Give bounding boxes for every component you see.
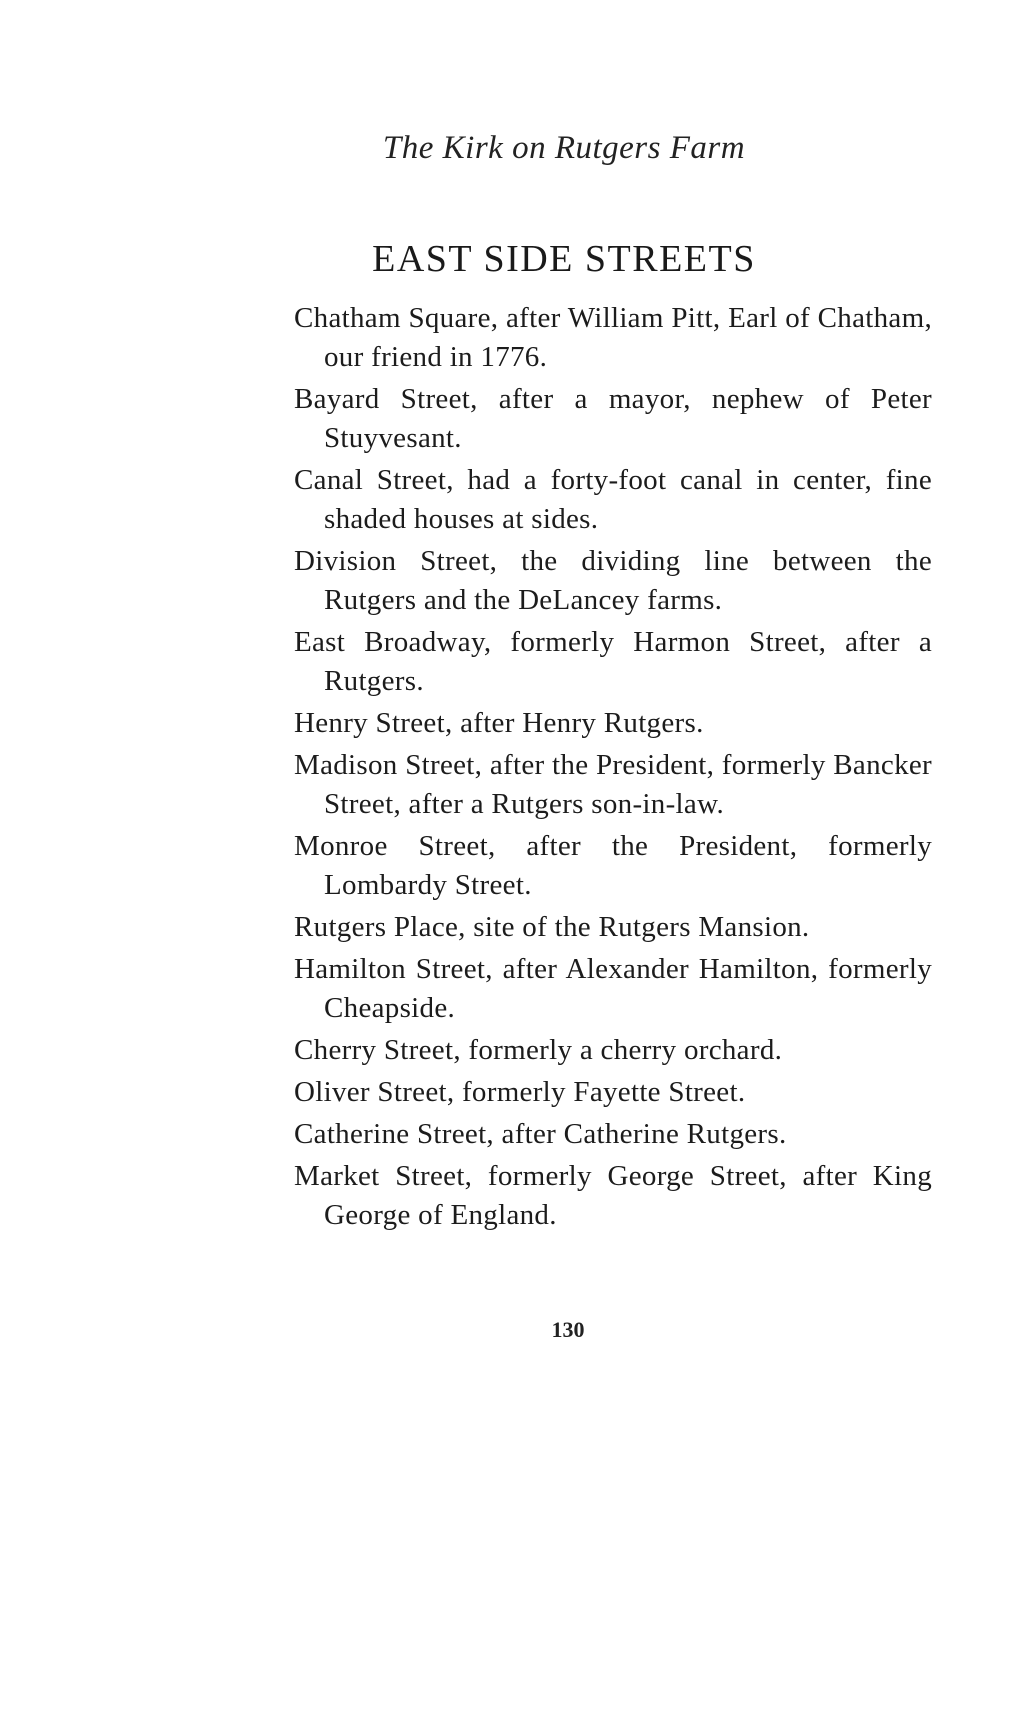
street-entry: Oliver Street, formerly Fayette Street. <box>294 1076 746 1108</box>
street-entry: Chatham Square, after William Pitt, Earl of Chatham, our friend in 1776. <box>294 302 932 373</box>
street-entry: Henry Street, after Henry Rutgers. <box>294 707 704 739</box>
running-head: The Kirk on Rutgers Farm <box>382 130 746 166</box>
street-entry: Monroe Street, after the President, formerly Lombardy Street. <box>294 830 932 901</box>
street-entry: Rutgers Place, site of the Rutgers Mansion. <box>294 911 810 943</box>
street-entry: Market Street, formerly George Street, after King George of England. <box>294 1160 932 1231</box>
street-entry: Catherine Street, after Catherine Rutgers. <box>294 1118 787 1150</box>
street-list <box>294 299 932 1238</box>
section-title: EAST SIDE STREETS <box>372 238 756 280</box>
street-entry: Cherry Street, formerly a cherry orchard. <box>294 1034 783 1066</box>
street-entry: Hamilton Street, after Alexander Hamilton, formerly Cheapside. <box>294 953 932 1024</box>
street-entry: Canal Street, had a forty-foot canal in center, fine shaded houses at sides. <box>294 464 932 535</box>
street-entry: Bayard Street, after a mayor, nephew of Peter Stuyvesant. <box>294 383 932 454</box>
street-entry: East Broadway, formerly Harmon Street, after a Rutgers. <box>294 626 932 697</box>
street-entry: Division Street, the dividing line between the Rutgers and the DeLancey farms. <box>294 545 932 616</box>
page-number: 130 <box>551 1317 585 1342</box>
street-entry: Madison Street, after the President, formerly Bancker Street, after a Rutgers son-in-law. <box>294 749 932 820</box>
